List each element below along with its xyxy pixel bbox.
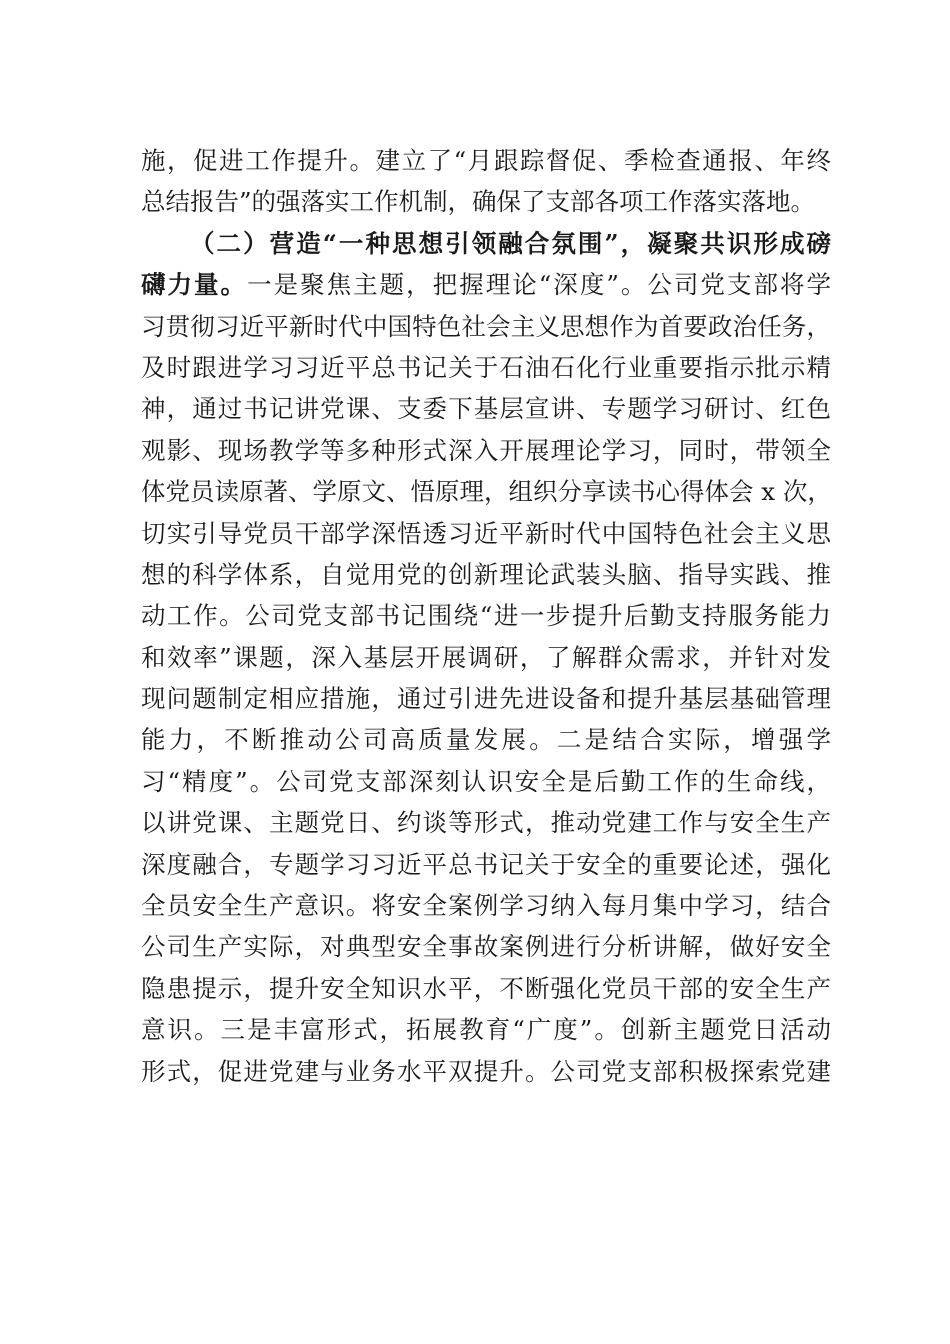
- text-segment: 切实引导党员干部学深悟透习近平新时代中国特色社会主义思: [141, 518, 831, 548]
- text-segment: 公司生产实际，对典型安全事故案例进行分析讲解，做好安全: [141, 932, 831, 962]
- text-line: [141, 761, 831, 802]
- text-segment: 意识。三是丰富形式，拓展教育“广度”。创新主题党日活动: [141, 1015, 831, 1045]
- text-segment: 神，通过书记讲党课、支委下基层宣讲、专题学习研讨、红色: [141, 394, 831, 424]
- text-segment: 隐患提示，提升安全知识水平，不断强化党员干部的安全生产: [141, 973, 831, 1003]
- text-segment: 想的科学体系，自觉用党的创新理论武装头脑、指导实践、推: [141, 559, 831, 589]
- text-line: [141, 181, 831, 222]
- text-line: [141, 513, 831, 554]
- text-line: [141, 802, 831, 843]
- text-line: [141, 1051, 831, 1092]
- bold-text-segment: 礴力量。: [141, 270, 248, 300]
- text-segment: 习贯彻习近平新时代中国特色社会主义思想作为首要政治任务，: [141, 311, 831, 341]
- text-segment: 观影、现场教学等多种形式深入开展理论学习，同时，带领全: [141, 435, 831, 465]
- text-segment: 现问题制定相应措施，通过引进先进设备和提升基层基础管理: [141, 684, 831, 714]
- text-segment: 及时跟进学习习近平总书记关于石油石化行业重要指示批示精: [141, 352, 831, 382]
- text-line: [141, 926, 831, 967]
- text-line: [141, 968, 831, 1009]
- text-segment: 深度融合，专题学习习近平总书记关于安全的重要论述，强化: [141, 849, 831, 879]
- text-segment: 一是聚焦主题，把握理论“深度”。公司党支部将学: [247, 270, 831, 300]
- text-segment: 习“精度”。公司党支部深刻认识安全是后勤工作的生命线，: [141, 766, 831, 796]
- text-segment: 总结报告”的强落实工作机制，确保了支部各项工作落实落地。: [141, 187, 816, 217]
- text-segment: 施，促进工作提升。建立了“月跟踪督促、季检查通报、年终: [141, 146, 831, 175]
- text-line: [141, 140, 831, 181]
- text-line: [141, 388, 831, 429]
- text-line: [141, 347, 831, 388]
- text-line: [141, 637, 831, 678]
- text-line: [141, 719, 831, 760]
- text-segment: 动工作。公司党支部书记围绕“进一步提升后勤支持服务能力: [141, 601, 831, 631]
- text-line: [141, 430, 831, 471]
- text-line: [141, 595, 831, 636]
- text-line: [141, 678, 831, 719]
- text-line: [141, 264, 831, 305]
- text-segment: 和效率”课题，深入基层开展调研，了解群众需求，并针对发: [141, 642, 831, 672]
- text-line: [141, 471, 831, 512]
- text-line: [141, 844, 831, 885]
- document-body: [141, 140, 831, 1092]
- text-segment: 形式，促进党建与业务水平双提升。公司党支部积极探索党建: [141, 1056, 831, 1086]
- text-line: [141, 554, 831, 595]
- text-segment: 以讲党课、主题党日、约谈等形式，推动党建工作与安全生产: [141, 808, 831, 838]
- text-line: [141, 1009, 831, 1050]
- bold-text-segment: （二）营造“一种思想引领融合氛围”，凝聚共识形成磅: [190, 228, 831, 258]
- text-line: [141, 306, 831, 347]
- text-line: [141, 885, 831, 926]
- text-line: [141, 223, 831, 264]
- text-segment: 全员安全生产意识。将安全案例学习纳入每月集中学习，结合: [141, 891, 831, 921]
- text-segment: 能力，不断推动公司高质量发展。二是结合实际，增强学: [141, 725, 831, 755]
- text-segment: 体党员读原著、学原文、悟原理，组织分享读书心得体会 x 次，: [141, 477, 832, 507]
